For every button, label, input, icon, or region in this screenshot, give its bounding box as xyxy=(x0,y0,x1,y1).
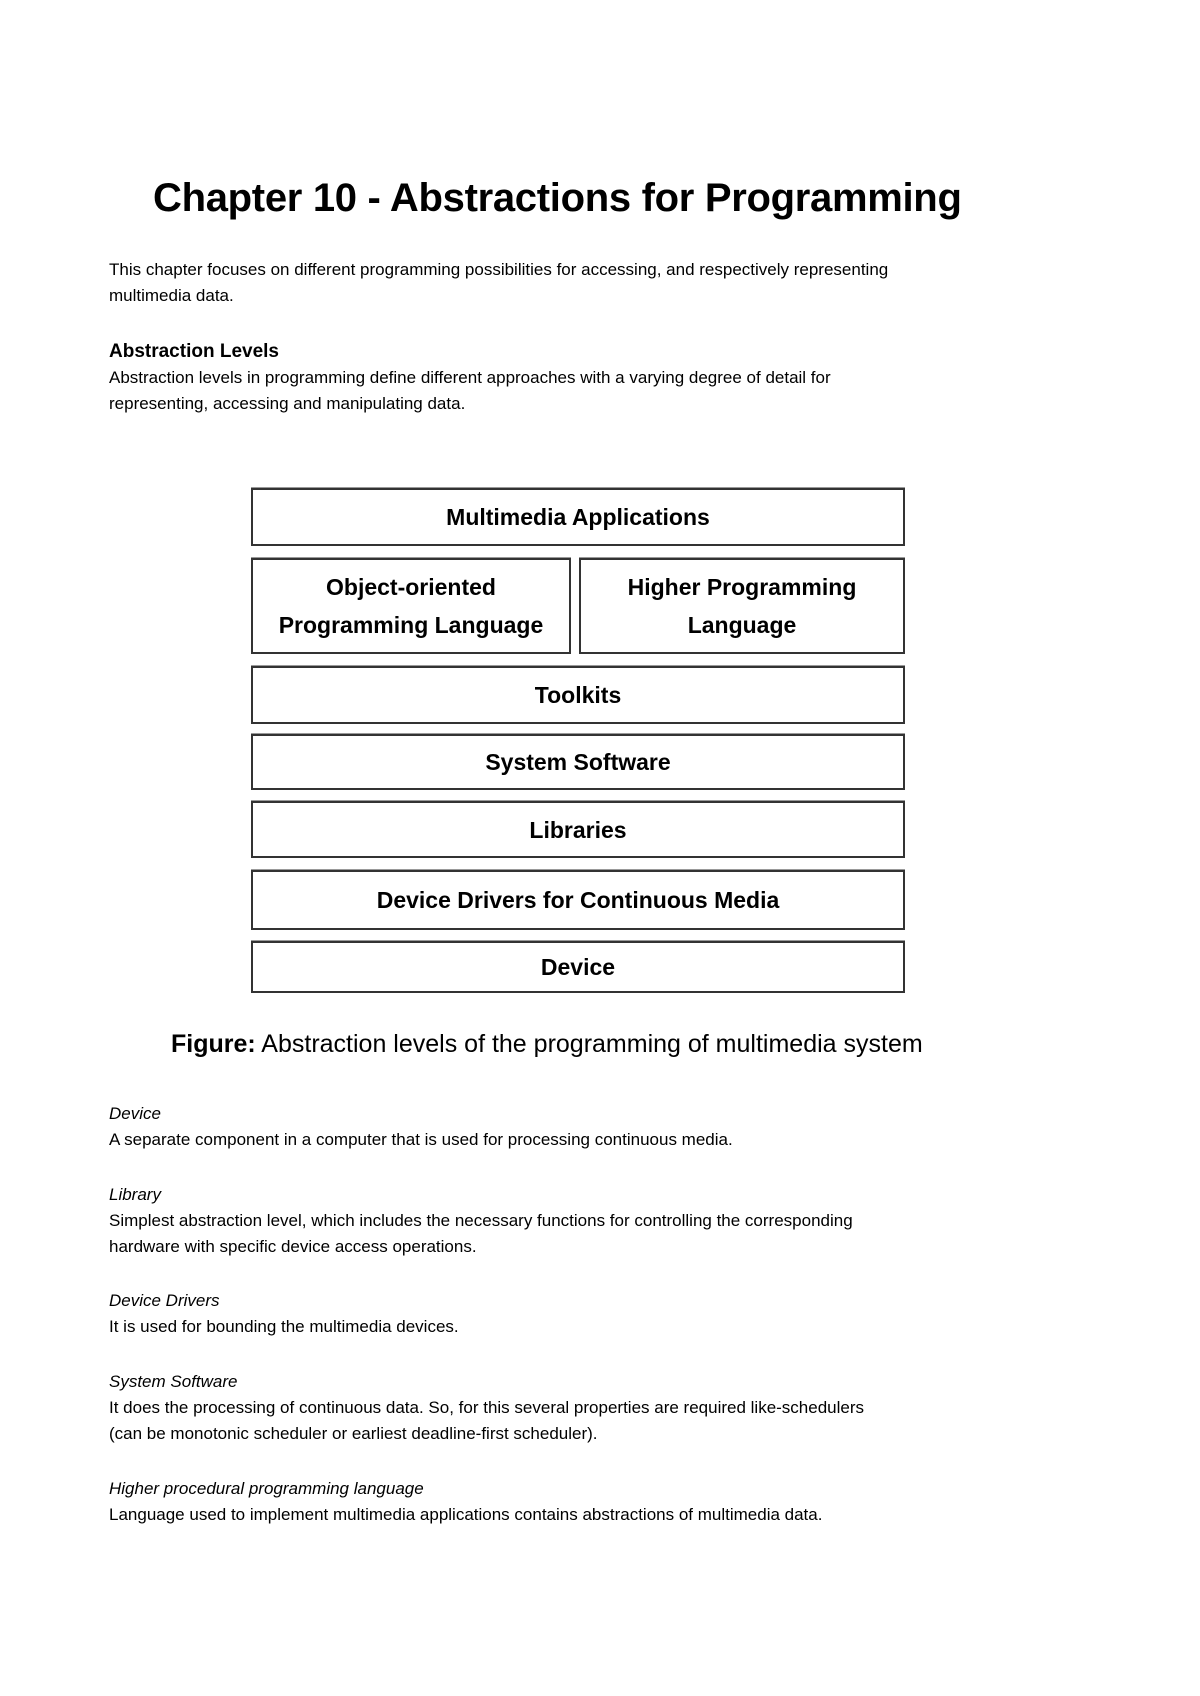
definition-system-software xyxy=(109,1369,1069,1447)
definition-term: Device xyxy=(109,1104,161,1123)
intro-paragraph xyxy=(109,257,1069,309)
definition-text: hardware with specific device access operations. xyxy=(109,1237,477,1256)
level-label: Higher Programming xyxy=(627,574,857,600)
level-higher-language xyxy=(579,558,905,654)
definition-text: Simplest abstraction level, which includes the necessary functions for controlling the corresponding xyxy=(109,1211,853,1230)
definition-text: A separate component in a computer that is used for processing continuous media. xyxy=(109,1130,733,1149)
section-text-line: Abstraction levels in programming define different approaches with a varying degree of detail for xyxy=(109,368,831,387)
level-toolkits: Toolkits xyxy=(251,666,905,724)
definition-higher-language xyxy=(109,1476,1069,1528)
definition-term: Library xyxy=(109,1185,161,1204)
caption-text: Abstraction levels of the programming of multimedia system xyxy=(261,1030,923,1058)
section-text-line: representing, accessing and manipulating data. xyxy=(109,394,466,413)
level-system-software: System Software xyxy=(251,734,905,790)
level-multimedia-applications: Multimedia Applications xyxy=(251,488,905,546)
level-oop-language xyxy=(251,558,571,654)
caption-label: Figure: xyxy=(171,1030,256,1058)
definition-device xyxy=(109,1101,1069,1153)
definition-term: System Software xyxy=(109,1372,238,1391)
definition-text: It is used for bounding the multimedia devices. xyxy=(109,1317,459,1336)
definition-term: Higher procedural programming language xyxy=(109,1479,424,1498)
intro-line: This chapter focuses on different programming possibilities for accessing, and respectively representing xyxy=(109,260,889,279)
definition-text: (can be monotonic scheduler or earliest deadline-first scheduler). xyxy=(109,1424,598,1443)
level-label: Programming Language xyxy=(278,612,544,638)
definition-term: Device Drivers xyxy=(109,1291,220,1310)
definition-text: It does the processing of continuous data. So, for this several properties are required like-schedulers xyxy=(109,1398,865,1417)
definition-device-drivers xyxy=(109,1288,1069,1340)
intro-line: multimedia data. xyxy=(109,286,234,305)
level-device-drivers: Device Drivers for Continuous Media xyxy=(251,870,905,930)
abstraction-levels-section xyxy=(109,339,1069,417)
level-device: Device xyxy=(251,941,905,993)
page-title: Chapter 10 - Abstractions for Programming xyxy=(153,176,962,220)
definition-library xyxy=(109,1182,1069,1260)
level-label: Object-oriented xyxy=(326,574,496,600)
figure-caption xyxy=(171,1030,923,1059)
definition-text: Language used to implement multimedia applications contains abstractions of multimedia data. xyxy=(109,1505,823,1524)
section-heading: Abstraction Levels xyxy=(109,341,279,362)
level-label: Language xyxy=(687,612,797,638)
level-libraries: Libraries xyxy=(251,801,905,858)
